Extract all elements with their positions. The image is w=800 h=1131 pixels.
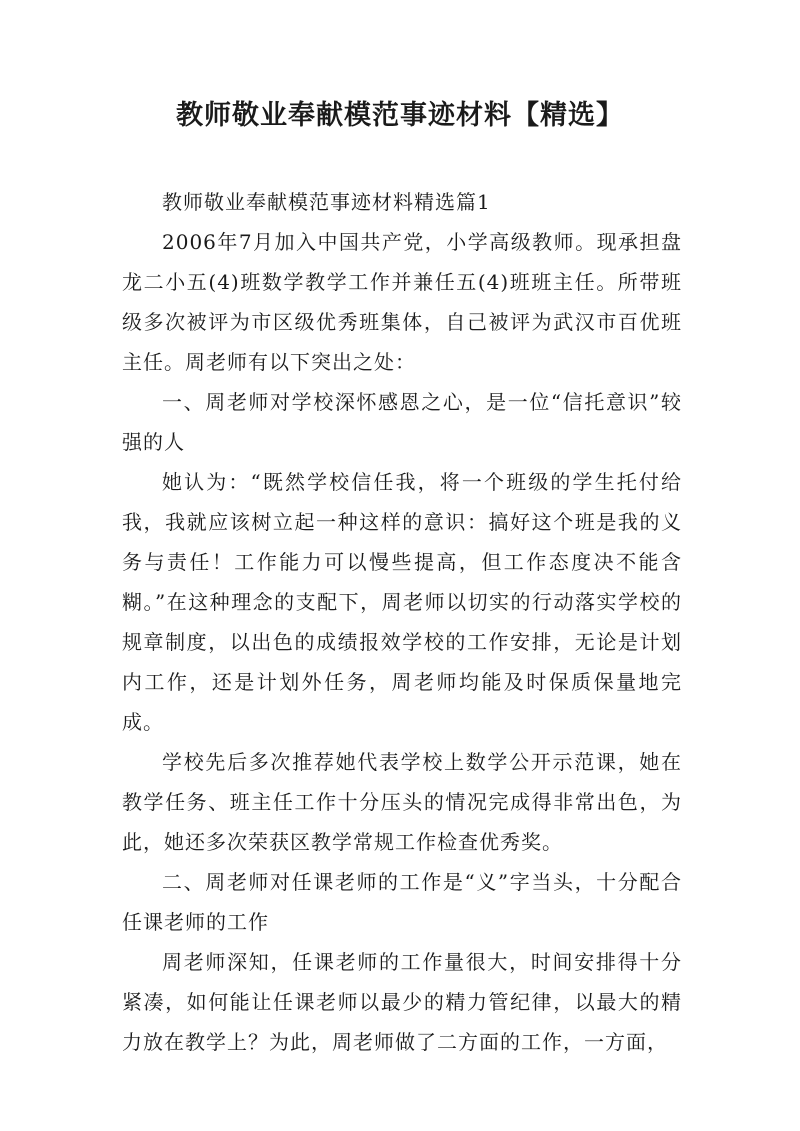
document-body	[122, 182, 682, 1062]
section-heading-1: 一、周老师对学校深怀感恩之心，是一位“信托意识”较强的人	[122, 390, 682, 454]
section-heading-2: 二、周老师对任课老师的工作是“义”字当头，十分配合任课老师的工作	[122, 870, 682, 934]
paragraph-intro: 2006年7月加入中国共产党，小学高级教师。现承担盘龙二小五(4)班数学教学工作并兼任五(4)班班主任。所带班级多次被评为市区级优秀班集体，自己被评为武汉市百优班主任。周老师有以下突出之处：	[122, 230, 682, 374]
paragraph-quote: 她认为：“既然学校信任我，将一个班级的学生托付给我，我就应该树立起一种这样的意识：搞好这个班是我的义务与责任！工作能力可以慢些提高，但工作态度决不能含糊。”在这种理念的支配下，周老师以切实的行动落实学校的规章制度，以出色的成绩报效学校的工作安排，无论是计划内工作，还是计划外任务，周老师均能及时保质保量地完成。	[122, 470, 682, 734]
article-subtitle: 教师敬业奉献模范事迹材料精选篇1	[162, 190, 491, 214]
paragraph-awards: 学校先后多次推荐她代表学校上数学公开示范课，她在教学任务、班主任工作十分压头的情况完成得非常出色，为此，她还多次荣获区教学常规工作检查优秀奖。	[122, 750, 682, 854]
document-title: 教师敬业奉献模范事迹材料【精选】	[176, 100, 624, 131]
paragraph-cooperation: 周老师深知，任课老师的工作量很大，时间安排得十分紧凑，如何能让任课老师以最少的精力管纪律，以最大的精力放在教学上？为此，周老师做了二方面的工作，一方面，	[122, 950, 682, 1054]
